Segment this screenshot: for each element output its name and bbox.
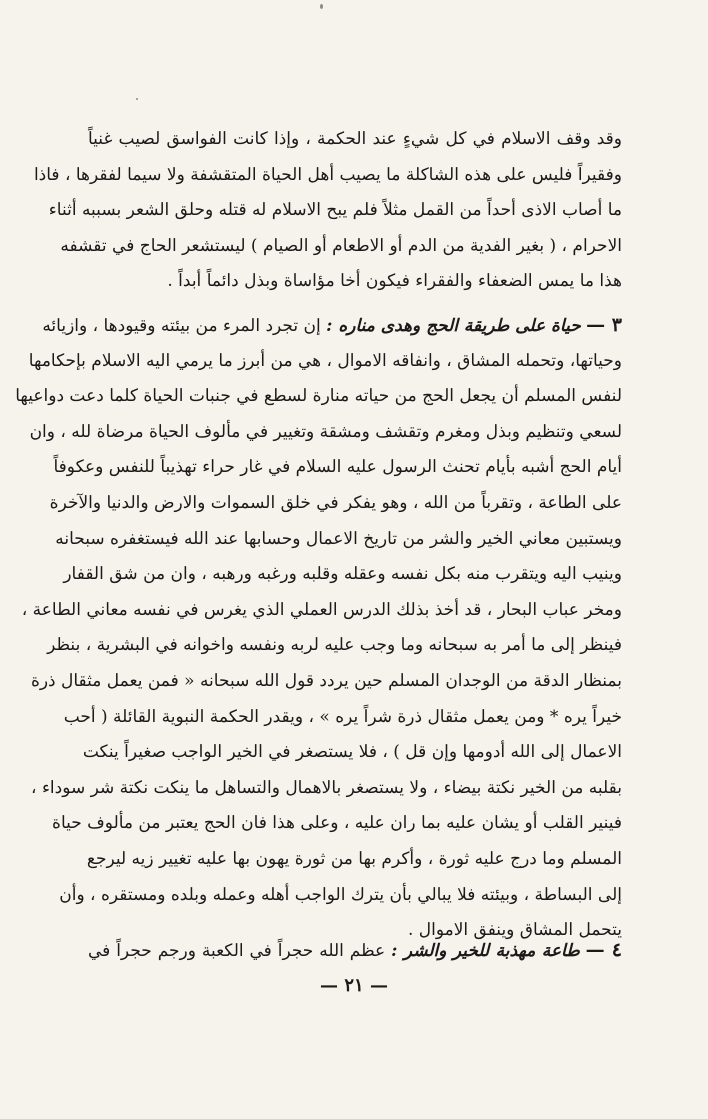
section-heading: حياة على طريقة الحج وهدى مناره :	[326, 316, 581, 336]
text-line: بقلبه من الخير نكتة بيضاء ، ولا يستصغر بالاهمال والتساهل ما ينكت نكتة شر سوداء ،	[31, 777, 622, 798]
section-number: ٤ —	[585, 939, 622, 961]
text-line: أيام الحج أشبه بأيام تحنث الرسول عليه السلام في غار حراء تهذيباً للنفس وعكوفاً	[53, 457, 622, 478]
text-line: وقد وقف الاسلام في كل شيءٍ عند الحكمة ، وإذا كانت الفواسق لصيب غنياً	[88, 129, 622, 149]
text-line: وحياتها، وتحمله المشاق ، وانفاقه الاموال ، هي من أبرز ما يرمي اليه الاسلام بإحكامها	[28, 350, 622, 371]
heading-line-text: إن تجرد المرء من بيئته وقيودها ، وازيائه	[42, 316, 321, 336]
text-line: المسلم وما درج عليه ثورة ، وأكرم بها من ثورة يهون بها عليه تغيير زيه ليرجع	[86, 848, 622, 869]
section-heading: طاعة مهذبة للخير والشر :	[391, 941, 580, 961]
text-line: فينظر إلى ما أمر به سبحانه وما وجب عليه لربه ونفسه واخوانه في البشرية ، بنظر	[47, 635, 622, 656]
paragraph-1	[33, 122, 622, 300]
paragraph-heading-line	[42, 308, 622, 344]
text-line: فينير القلب أو يشان عليه بما ران عليه ، وعلى هذا فان الحج يعتبر من مألوف حياة	[52, 813, 622, 834]
section-number: ٣ —	[586, 314, 622, 336]
text-line: هذا ما يمس الضعفاء والفقراء فيكون أخا مؤاساة وبذل دائماً أبداً .	[167, 271, 622, 292]
text-line: وينيب اليه ويتقرب منه بكل نفسه وعقله وقلبه ورغبه ورهبه ، وان من شق القفار	[63, 564, 622, 585]
paragraph-heading-line	[88, 933, 622, 969]
paragraph-3	[88, 933, 622, 969]
heading-line-text: عظم الله حجراً في الكعبة ورجم حجراً في	[88, 941, 386, 961]
text-line: ما أصاب الاذى أحداً من القمل مثلاً فلم يبح الاسلام له قتله وحلق الشعر بسببه أثناء	[48, 200, 622, 221]
text-line: لسعي وتنظيم وبذل ومغرم وتقشف ومشقة وتغيير في مألوف الحياة مرضاة لله ، وان	[29, 421, 622, 442]
page-number: — ٢١ —	[320, 975, 388, 996]
text-line: ومخر عباب البحار ، قد أخذ بذلك الدرس العملي الذي يغرس في نفسه معاني الطاعة ،	[21, 599, 622, 620]
text-line: الاعمال إلى الله أدومها وإن قل ) ، فلا يستصغر في الخير الواجب صغيراً ينكت	[82, 742, 622, 763]
text-line: الاحرام ، ( بغير الفدية من الدم أو الاطعام أو الصيام ) ليستشعر الحاج في تقشفه	[60, 235, 622, 256]
text-line: لنفس المسلم أن يجعل الحج من حياته منارة لسطع في جنبات الحياة كلما دعت دواعيها	[15, 386, 622, 407]
paper-speck	[320, 4, 323, 9]
paragraph-2	[15, 308, 622, 949]
text-line: ويستبين معاني الخير والشر من تاريخ الاعمال وحسابها عند الله فيستغفره سبحانه	[55, 528, 622, 549]
text-line: إلى البساطة ، وبيئته فلا يبالي بأن يترك الواجب أهله وعمله وبلده ومستقره ، وأن	[59, 884, 622, 905]
text-line: يتحمل المشاق وينفق الاموال .	[407, 920, 622, 941]
text-line: وفقيراً فليس على هذه الشاكلة ما يصيب أهل الحياة المتقشفة ولا سيما لفقرها ، فاذا	[33, 164, 622, 185]
text-line: على الطاعة ، وتقرباً من الله ، وهو يفكر في خلق السموات والارض والدنيا والآخرة	[49, 492, 622, 513]
paper-speck	[136, 98, 138, 100]
text-line: بمنظار الدقة من الوجدان المسلم حين يردد قول الله سبحانه « فمن يعمل مثقال ذرة	[30, 670, 622, 691]
text-line: خيراً يره * ومن يعمل مثقال ذرة شراً يره » ، ويقدر الحكمة النبوية القائلة ( أحب	[63, 706, 622, 727]
